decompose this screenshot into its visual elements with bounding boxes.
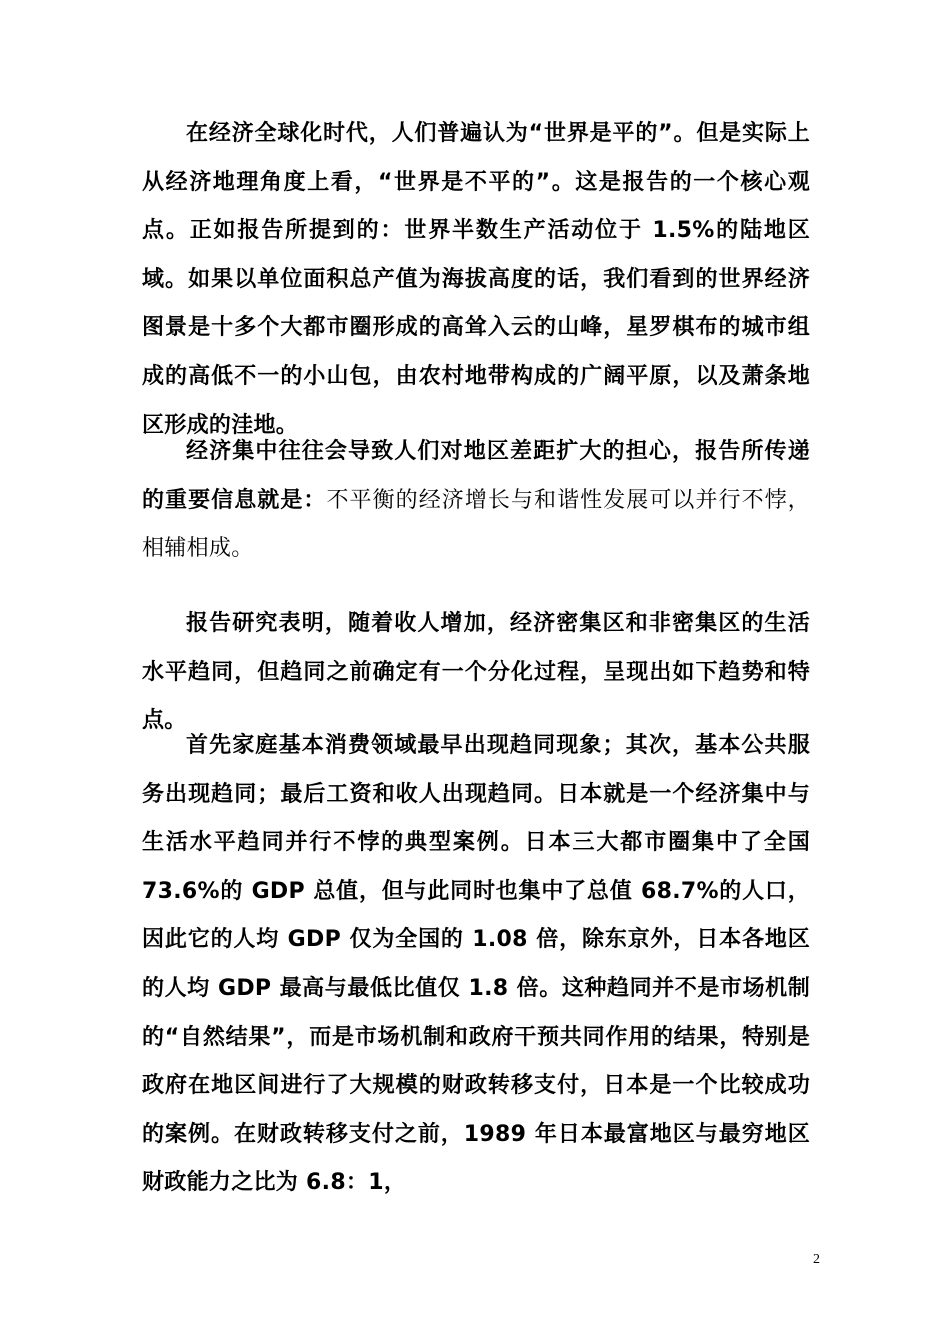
paragraph-4: 首先家庭基本消费领域最早出现趋同现象；其次，基本公共服务出现趋同；最后工资和收人出现趋同。日本就是一个经济集中与生活水平趋同并行不悖的典型案例。日本三大都市圈集中了全国 73.6%的 GDP 总值，但与此同时也集中了总值 68.7%的人口，因此它的人均 GDP 仅为全国的 1.08 倍，除东京外，日本各地区的人均 GDP 最高与最低比值仅 1.8 倍。这种趋同并不是市场机制的“自然结果”，而是市场机制和政府干预共同作用的结果，特别是政府在地区间进行了大规模的财政转移支付，日本是一个比较成功的案例。在财政转移支付之前，1989 年日本最富地区与最穷地区财政能力之比为 6.8：1， — [142, 733, 810, 1196]
paragraph-3: 报告研究表明，随着收人增加，经济密集区和非密集区的生活水平趋同，但趋同之前确定有一个分化过程，呈现出如下趋势和特点。 — [142, 611, 810, 734]
paragraph-2 — [142, 428, 810, 574]
paragraph-1: 在经济全球化时代，人们普遍认为“世界是平的”。但是实际上从经济地理角度上看，“世界是不平的”。这是报告的一个核心观点。正如报告所提到的：世界半数生产活动位于 1.5%的陆地区域。如果以单位面积总产值为海拔高度的话，我们看到的世界经济图景是十多个大都市圈形成的高耸入云的山峰，星罗棋布的城市组成的高低不一的小山包，由农村地带构成的广阔平原，以及萧条地区形成的洼地。 — [142, 121, 810, 438]
paragraph-2-normal-text: 不平衡的经济增长与和谐性发展可以并行不悖，相辅相成。 — [142, 487, 810, 562]
paragraph-2-bold-text: 经济集中往往会导致人们对地区差距扩大的担心，报告所传递的重要信息就是： — [142, 439, 810, 513]
page-number: 2 — [813, 1252, 820, 1267]
